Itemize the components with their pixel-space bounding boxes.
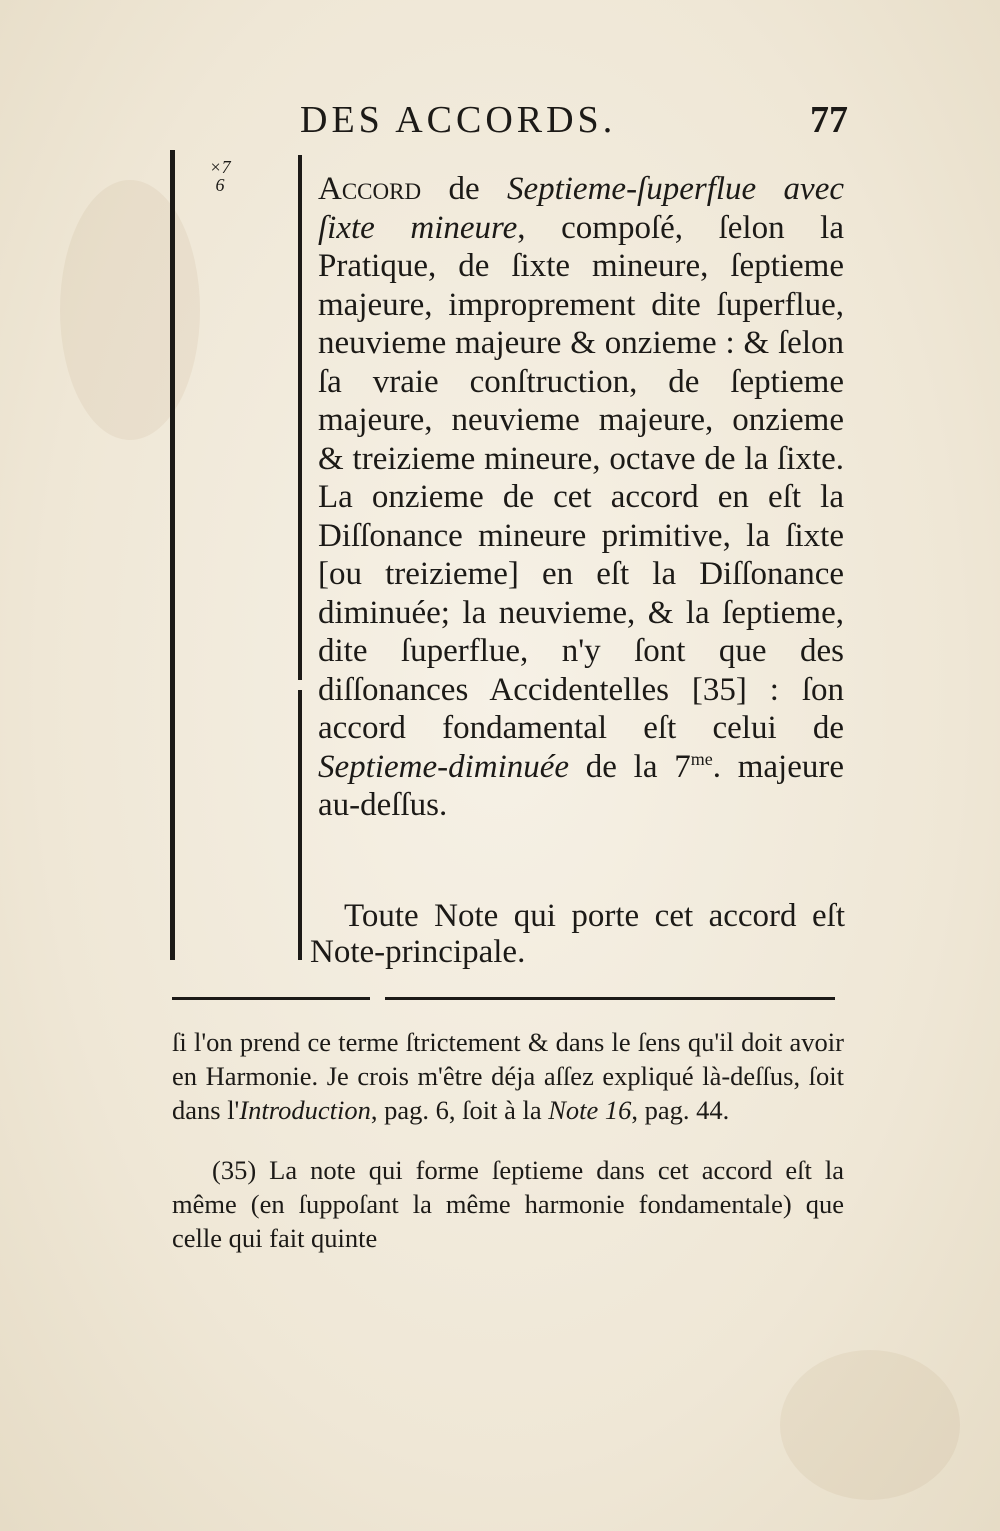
footnote-text: , pag. 44. [631, 1095, 730, 1125]
footnote-text: ſi l'on prend ce terme ſtrictement & dans le ſens qu'il doit avoir en Harmonie. Je crois m'être déja aſſez expliqué là-deſſus, ſoit dans l' [172, 1027, 844, 1125]
entry-body: . majeure au-deſſus. [318, 748, 844, 823]
running-head: DES ACCORDS. [300, 99, 617, 141]
footnote-continued [172, 1025, 844, 1127]
footnote-rule-left [172, 997, 370, 1000]
superscript: me [690, 748, 713, 769]
footnote-text: , pag. 6, ſoit à la [370, 1095, 549, 1125]
page-number: 77 [810, 99, 848, 141]
page-header [300, 98, 860, 148]
continuation-term: Note-principale. [310, 934, 526, 970]
figure-sixth: 6 [215, 175, 225, 195]
entry-continuation [310, 898, 845, 970]
dictionary-entry [318, 170, 844, 825]
continuation-text: Toute Note qui porte cet accord eſt [344, 898, 845, 934]
entry-body: de la 7 [569, 748, 691, 785]
footnotes [172, 1025, 844, 1255]
paper-stain [780, 1350, 960, 1500]
entry-term-reference: Septieme-diminuée [318, 748, 570, 785]
figure-seventh-sharp: ×7 [209, 157, 231, 177]
entry-text: de [421, 171, 507, 207]
footnote-rule-right [385, 997, 835, 1000]
footnote-italic: Note 16 [548, 1095, 632, 1125]
margin-bar-inner-top [298, 155, 302, 680]
footnote-italic: Introduction [239, 1095, 371, 1125]
paper-stain [60, 180, 200, 440]
entry-term: Septieme-ſuperflue avec ſixte mineure [318, 171, 844, 246]
footnote-35: (35) La note qui forme ſeptieme dans cet accord eſt la même (en ſuppoſant la même harmonie fondamentale) que celle qui fait quinte [172, 1155, 844, 1253]
entry-body: , compoſé, ſelon la Pratique, de ſixte mineure, ſeptieme majeure, improprement dite ſuperflue, neuvieme majeure & onzieme : & ſelon ſa vraie conſtruction, de ſeptieme majeure, neuvieme majeure, onzieme & treizieme mineure, octave de la ſixte. La onzieme de cet accord en eſt la Diſſonance mineure primitive, la ſixte [ou treizieme] en eſt la Diſſonance diminuée; la neuvieme, & la ſeptieme, dite ſuperflue, n'y ſont que des diſſonances Accidentelles [35] : ſon accord fondamental eſt celui de [318, 209, 844, 746]
figured-bass-symbols [200, 158, 240, 194]
margin-bar-left-outer [170, 150, 175, 960]
entry-lead-word: Accord [318, 171, 422, 207]
margin-bar-inner-bottom [298, 690, 302, 960]
